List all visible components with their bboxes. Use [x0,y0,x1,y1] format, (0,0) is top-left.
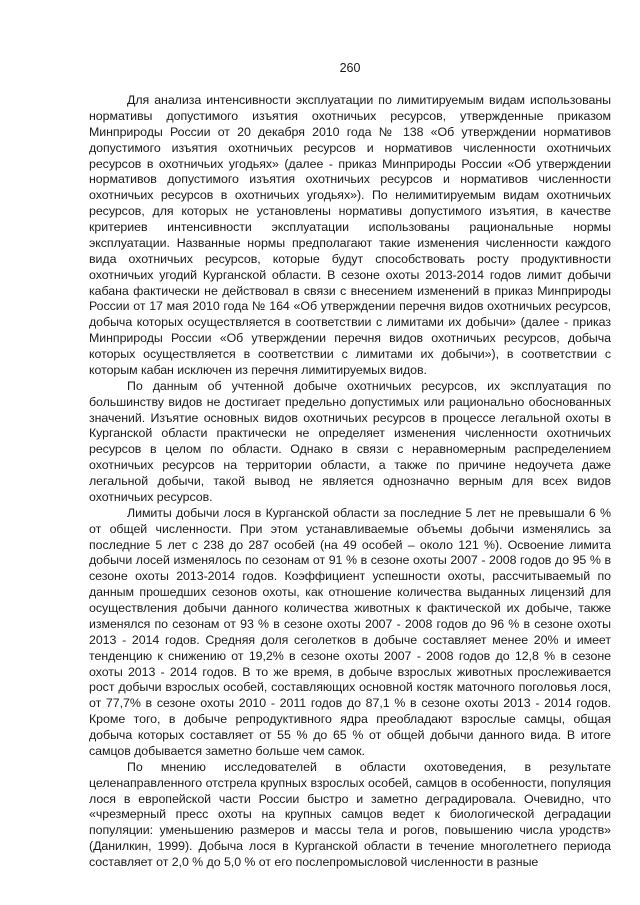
paragraph-researchers-opinion: По мнению исследователей в области охотоведения, в результате целенаправленного отстрела крупных взрослых особей, самцов в особенности, популяция лося в европейской части России быстро и заметно деградировала. Очевидно, что «чрезмерный пресс охоты на крупных самцов ведет к биологической деградации популяции: уменьшению размеров и массы тела и рогов, повышению числа уродств» (Данилкин, 1999). Добыча лося в Курганской области в течение многолетнего периода составляет от 2,0 % до 5,0 % от его послепромысловой численности в разные [89,759,611,869]
paragraph-harvest-norms: Для анализа интенсивности эксплуатации по лимитируемым видам использованы нормативы допустимого изъятия охотничьих ресурсов, утвержденные приказом Минприроды России от 20 декабря 2010 года № 138 «Об утверждении нормативов допустимого изъятия охотничьих ресурсов и нормативов численности охотничьих ресурсов в охотничьих угодьях» (далее - приказ Минприроды России «Об утверждении нормативов допустимого изъятия охотничьих ресурсов и нормативов численности охотничьих ресурсов в охотничьих угодьях»). По нелимитируемым видам охотничьих ресурсов, для которых не установлены нормативы допустимого изъятия, в качестве критериев интенсивности эксплуатации использованы рациональные нормы эксплуатации. Названные нормы предполагают такие изменения численности каждого вида охотничьих ресурсов, которые будут способствовать росту продуктивности охотничьих угодий Курганской области. В сезоне охоты 2013-2014 годов лимит добычи кабана фактически не действовал в связи с внесением изменений в приказ Минприроды России от 17 мая 2010 года № 164 «Об утверждении перечня видов охотничьих ресурсов, добыча которых осуществляется в соответствии с лимитами их добычи» (далее - приказ Минприроды России «Об утверждении перечня видов охотничьих ресурсов, добыча которых осуществляется в соответствии с лимитами их добычи»), в соответствии с которым кабан исключен из перечня лимитируемых видов. [89,93,611,377]
document-page [89,0,611,905]
paragraph-moose-limits: Лимиты добычи лося в Курганской области за последние 5 лет не превышали 6 % от общей численности. При этом устанавливаемые объемы добычи изменялись за последние 5 лет с 238 до 287 особей (на 49 особей – около 121 %). Освоение лимита добычи лосей изменялось по сезонам от 91 % в сезоне охоты 2007 - 2008 годов до 95 % в сезоне охоты 2013-2014 годов. Коэффициент успешности охоты, рассчитываемый по данным прошедших сезонов охоты, как отношение количества выданных лицензий для осуществления добычи данного количества животных к фактической их добыче, также изменялся по сезонам от 93 % в сезоне охоты 2007 - 2008 годов до 96 % в сезоне охоты 2013 - 2014 годов. Средняя доля сеголетков в добыче составляет менее 20% и имеет тенденцию к снижению от 19,2% в сезоне охоты 2007 - 2008 годов до 12,8 % в сезоне охоты 2013 - 2014 годов. В то же время, в добыче взрослых животных прослеживается рост добычи взрослых особей, составляющих основной костяк маточного поголовья лося, от 77,7% в сезоне охоты 2010 - 2011 годов до 87,1 % в сезоне охоты 2013 - 2014 годов. Кроме того, в добыче репродуктивного ядра преобладают взрослые самцы, общая добыча которых составляет от 55 % до 65 % от общей добычи данного вида. В итоге самцов добывается заметно больше чем самок. [89,505,611,758]
paragraph-harvest-data: По данным об учтенной добыче охотничьих ресурсов, их эксплуатация по большинству видов не достигает предельно допустимых или рационально обоснованных значений. Изъятие основных видов охотничьих ресурсов в процессе легальной охоты в Курганской области практически не определяет изменения численности охотничьих ресурсов в целом по области. Однако в связи с неравномерным распределением охотничьих ресурсов на территории области, а также по причине недоучета даже легальной добычи, такой вывод не является однозначно верным для всех видов охотничьих ресурсов. [89,378,611,504]
body-text [89,93,611,871]
page-number: 260 [339,61,361,75]
